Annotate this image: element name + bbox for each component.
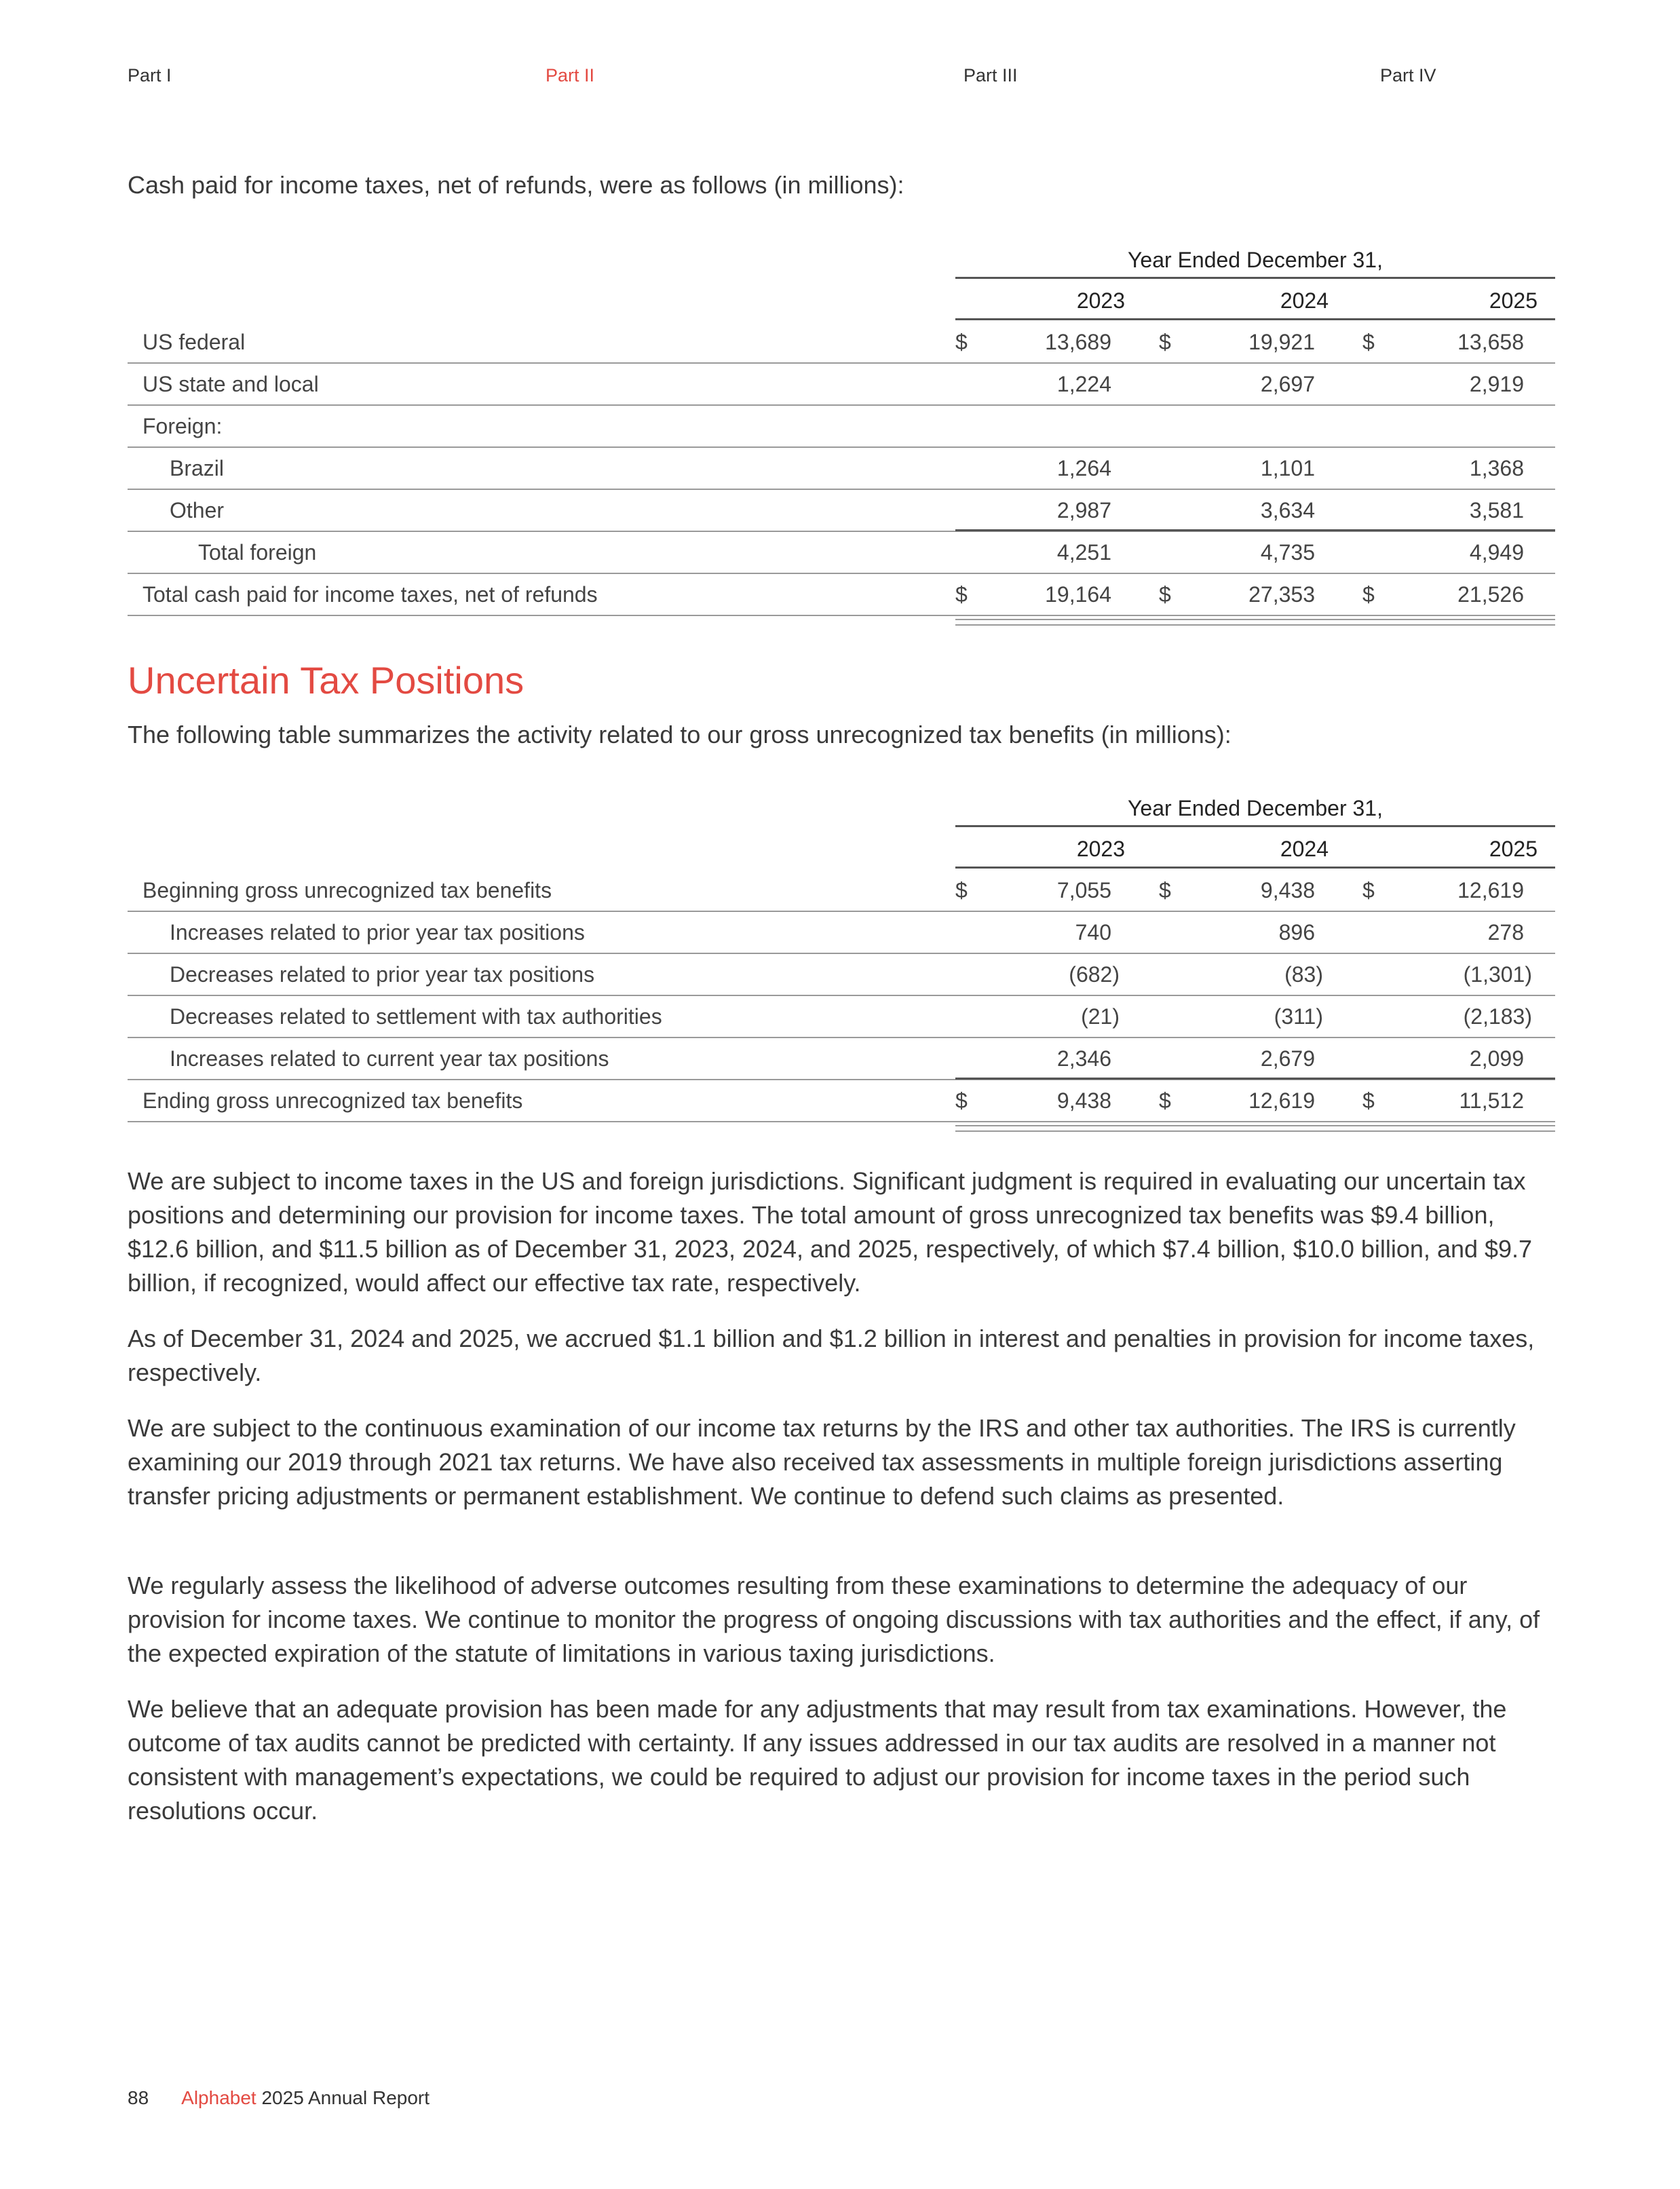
utp-table-double-rule: [955, 1125, 1555, 1132]
cash-table-double-rule: [955, 619, 1555, 626]
value-cell: 7,055: [1056, 878, 1111, 902]
paragraph-irs-examination: We are subject to the continuous examination of our income tax returns by the IRS and other tax authorities. The IRS is currently examining our 2019 through 2021 tax returns. We have also received tax assessments in multiple foreign jurisdictions asserting transfer pricing adjustments or permanent establishment. We continue to defend such claims as presented.: [128, 1414, 1516, 1510]
row-label: Increases related to prior year tax positions: [170, 920, 585, 945]
footer-brand: Alphabet: [181, 2087, 256, 2108]
value-cell: (2,183): [1463, 1004, 1532, 1029]
currency-symbol: $: [1362, 582, 1375, 607]
value-cell: 2,919: [1469, 372, 1524, 396]
table-row: [128, 1037, 1555, 1080]
cash-year-2024: 2024: [1280, 288, 1329, 313]
table-row: [128, 446, 1555, 490]
currency-symbol: $: [1159, 330, 1171, 354]
cash-year-2025: 2025: [1489, 288, 1538, 313]
value-cell: 13,689: [1045, 330, 1111, 354]
table-row: [128, 995, 1555, 1038]
row-label: Other: [170, 498, 225, 522]
value-cell: 4,735: [1260, 540, 1315, 565]
row-label: Increases related to current year tax positions: [170, 1046, 609, 1071]
value-cell: 3,581: [1469, 498, 1524, 522]
row-label: Total foreign: [198, 540, 317, 565]
paragraph-adverse-outcomes: We regularly assess the likelihood of adverse outcomes resulting from these examinations to determine the adequacy of our provision for income taxes. We continue to monitor the progress of ongoing discussions with tax authorities and the effect, if any, of the expected expiration of the statute of limitations in various taxing jurisdictions.: [128, 1572, 1540, 1667]
utp-section-title: Uncertain Tax Positions: [128, 659, 524, 702]
table-row: [128, 573, 1555, 616]
value-cell: 1,368: [1469, 456, 1524, 480]
value-cell: 27,353: [1248, 582, 1315, 607]
value-cell: 4,251: [1056, 540, 1111, 565]
currency-symbol: $: [1362, 330, 1375, 354]
page-footer: [128, 2087, 429, 2109]
cash-table-group-header: Year Ended December 31,: [955, 243, 1555, 279]
value-cell: 1,224: [1056, 372, 1111, 396]
row-label: Foreign:: [142, 414, 223, 438]
nav-part-3-link[interactable]: Part III: [963, 65, 1018, 85]
value-cell: 9,438: [1260, 878, 1315, 902]
value-cell: 9,438: [1056, 1088, 1111, 1113]
value-cell: 1,101: [1260, 456, 1315, 480]
paragraph-adequate-provision: We believe that an adequate provision has been made for any adjustments that may result from tax examinations. However, the outcome of tax audits cannot be predicted with certainty. If any issues addressed in our tax audits are resolved in a manner not consistent with management’s expectations, we could be required to adjust our provision for income taxes in the period such resolutions occur.: [128, 1695, 1507, 1825]
currency-symbol: $: [1362, 878, 1375, 902]
row-label: Decreases related to settlement with tax authorities: [170, 1004, 662, 1029]
value-cell: (311): [1274, 1004, 1323, 1029]
value-cell: 2,099: [1469, 1046, 1524, 1071]
utp-table-year-header: [955, 827, 1555, 869]
value-cell: 19,164: [1045, 582, 1111, 607]
row-label: Ending gross unrecognized tax benefits: [142, 1088, 523, 1113]
row-label: Beginning gross unrecognized tax benefits: [142, 878, 552, 902]
table-row: [128, 531, 1555, 574]
value-cell: 740: [1075, 920, 1111, 945]
currency-symbol: $: [955, 330, 968, 354]
utp-year-2025: 2025: [1489, 837, 1538, 861]
row-label: US federal: [142, 330, 246, 354]
currency-symbol: $: [1159, 1088, 1171, 1113]
value-cell: (682): [1069, 962, 1120, 987]
value-cell: 1,264: [1056, 456, 1111, 480]
value-cell: (1,301): [1463, 962, 1532, 987]
value-cell: 19,921: [1248, 330, 1315, 354]
value-cell: 2,679: [1260, 1046, 1315, 1071]
paragraph-interest-penalties: As of December 31, 2024 and 2025, we accrued $1.1 billion and $1.2 billion in interest and penalties in provision for income taxes, respectively.: [128, 1325, 1535, 1386]
value-cell: 11,512: [1459, 1088, 1524, 1113]
table-row: [128, 1079, 1555, 1122]
utp-table-intro: The following table summarizes the activity related to our gross unrecognized tax benefits (in millions):: [128, 721, 1232, 748]
value-cell: 278: [1487, 920, 1524, 945]
table-row: [128, 489, 1555, 532]
paragraph-uncertain-tax: We are subject to income taxes in the US and foreign jurisdictions. Significant judgment is required in evaluating our uncertain tax positions and determining our provision for income taxes. The total amount of gross unrecognized tax benefits was $9.4 billion, $12.6 billion, and $11.5 billion as of December 31, 2023, 2024, and 2025, respectively, of which $7.4 billion, $10.0 billion, and $9.7 billion, if recognized, would affect our effective tax rate, respectively.: [128, 1167, 1533, 1297]
utp-year-2024: 2024: [1280, 837, 1329, 861]
value-cell: 4,949: [1469, 540, 1524, 565]
part-navigation: [0, 65, 1680, 92]
value-cell: 2,697: [1260, 372, 1315, 396]
currency-symbol: $: [1362, 1088, 1375, 1113]
utp-table-group-header: Year Ended December 31,: [955, 791, 1555, 827]
value-cell: (83): [1284, 962, 1323, 987]
footer-report-name: 2025 Annual Report: [261, 2087, 430, 2108]
table-row: [128, 404, 1555, 448]
value-cell: 12,619: [1457, 878, 1524, 902]
value-cell: 12,619: [1248, 1088, 1315, 1113]
table-row: [128, 911, 1555, 954]
value-cell: 2,987: [1056, 498, 1111, 522]
row-label: US state and local: [142, 372, 319, 396]
value-cell: 3,634: [1260, 498, 1315, 522]
currency-symbol: $: [955, 878, 968, 902]
value-cell: 2,346: [1056, 1046, 1111, 1071]
value-cell: 21,526: [1457, 582, 1524, 607]
nav-part-4-link[interactable]: Part IV: [1380, 65, 1436, 85]
value-cell: (21): [1081, 1004, 1120, 1029]
value-cell: 896: [1278, 920, 1315, 945]
table-row: [128, 953, 1555, 996]
row-label: Decreases related to prior year tax positions: [170, 962, 595, 987]
cash-table-intro: Cash paid for income taxes, net of refunds, were as follows (in millions):: [128, 171, 904, 199]
currency-symbol: $: [955, 582, 968, 607]
currency-symbol: $: [955, 1088, 968, 1113]
currency-symbol: $: [1159, 878, 1171, 902]
utp-year-2023: 2023: [1076, 837, 1125, 861]
page-number: 88: [128, 2087, 149, 2108]
row-label: Total cash paid for income taxes, net of refunds: [142, 582, 598, 607]
cash-year-2023: 2023: [1076, 288, 1125, 313]
currency-symbol: $: [1159, 582, 1171, 607]
table-row: [128, 869, 1555, 912]
row-label: Brazil: [170, 456, 225, 480]
table-row: [128, 320, 1555, 364]
nav-part-1-link[interactable]: Part I: [128, 65, 172, 85]
cash-table-year-header: [955, 279, 1555, 320]
nav-part-2-link[interactable]: Part II: [546, 65, 595, 85]
table-row: [128, 362, 1555, 406]
value-cell: 13,658: [1457, 330, 1524, 354]
